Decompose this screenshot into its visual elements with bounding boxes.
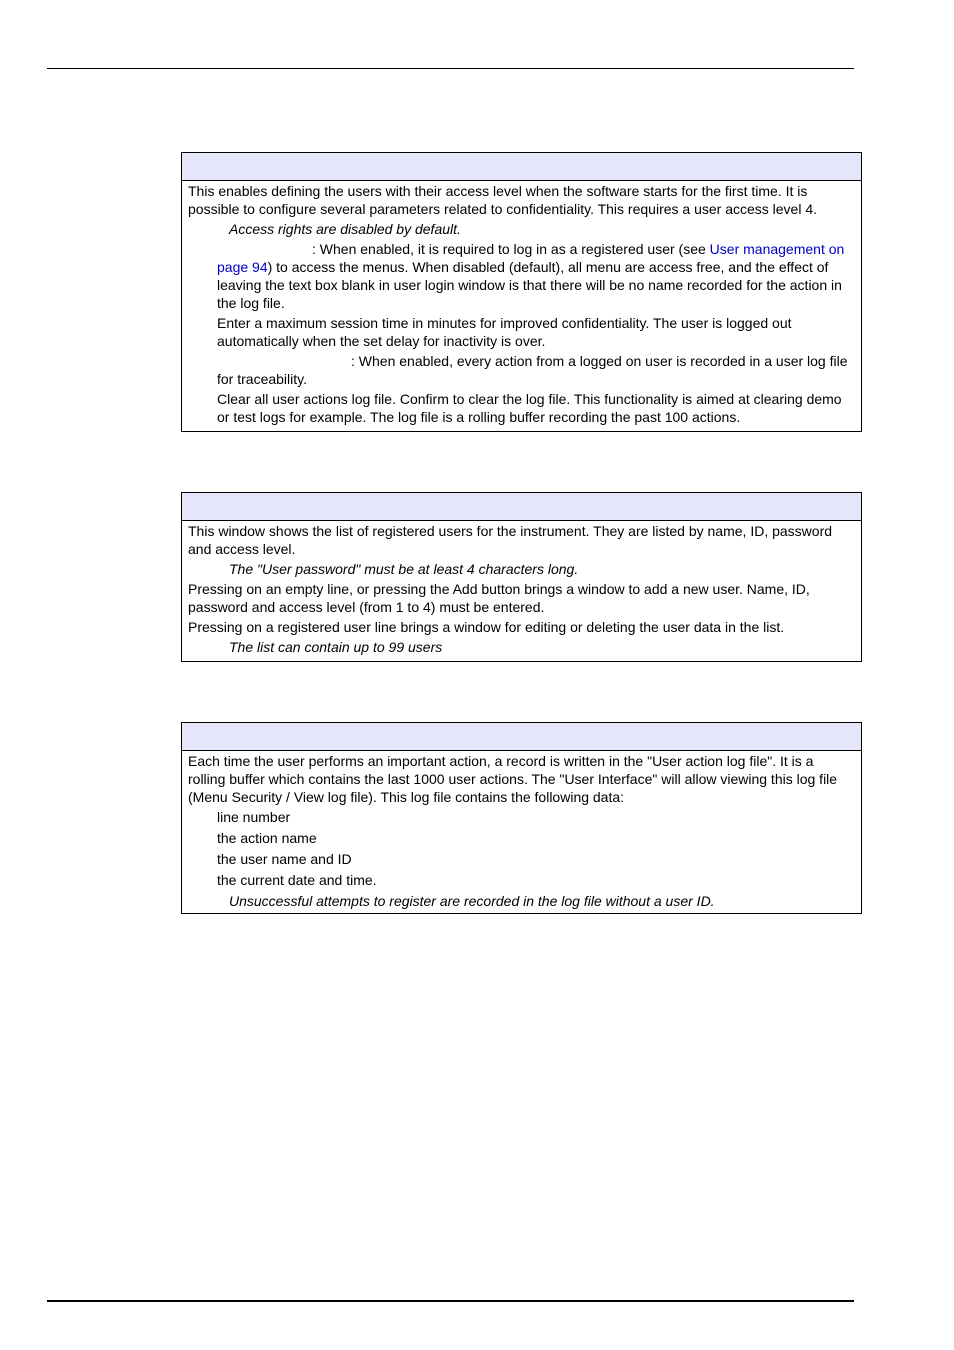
user-log-item [188,352,853,388]
security-settings-box [181,152,862,432]
box-body [182,521,861,656]
clear-log-item: Clear all user actions log file. Confirm to clear the log file. This functionality is aimed at clearing demo or test logs for example. The log file is a rolling buffer recording the past 100 actions. [217,391,842,425]
password-note: The "User password" must be at least 4 characters long. [229,561,579,577]
note-text: Access rights are disabled by default. [229,221,461,237]
list-limit-note: The list can contain up to 99 users [229,639,443,655]
log-file-box [181,722,862,914]
footer-rule [47,1300,854,1302]
user-list-box [181,492,862,662]
item-text: ) to access the menus. When disabled (default), all menu are access free, and the effect of leaving the text box blank in user login window is that there will be no name recorded for the action in the log file. [217,259,842,311]
box-body [182,751,861,910]
intro-text: This window shows the list of registered users for the instrument. They are listed by name, ID, password and access level. [188,523,833,557]
box-header [182,153,861,181]
log-data-item: the action name [217,830,317,846]
box-header [182,723,861,751]
box-body [182,181,861,426]
edit-user-text: Pressing on a registered user line brings a window for editing or deleting the user data in the list. [188,619,785,635]
user-management-link[interactable]: User management on page 94 [217,241,845,275]
item-text: : When enabled, it is required to log in as a registered user (see [312,241,710,257]
box-header [182,493,861,521]
add-user-text: Pressing on an empty line, or pressing the Add button brings a window to add a new user. Name, ID, password and access level (from 1 to 4) must be entered. [188,581,810,615]
unsuccessful-attempts-note: Unsuccessful attempts to register are recorded in the log file without a user ID. [229,893,715,909]
log-data-item: the current date and time. [217,872,377,888]
intro-text: This enables defining the users with their access level when the software starts for the first time. It is possible to configure several parameters related to confidentiality. This requires a user access level 4. [188,183,818,217]
login-required-item [188,240,853,312]
item-text: : When enabled, every action from a logged on user is recorded in a user log file for traceability. [217,353,848,387]
header-rule [47,68,854,69]
log-data-item: line number [217,809,291,825]
session-time-item: Enter a maximum session time in minutes for improved confidentiality. The user is logged out automatically when the set delay for inactivity is over. [217,315,792,349]
intro-text: Each time the user performs an important action, a record is written in the "User action log file". It is a rolling buffer which contains the last 1000 user actions. The "User Interface" will allow viewing this log file (Menu Security / View log file). This log file contains the following data: [188,753,838,805]
log-data-item: the user name and ID [217,851,352,867]
